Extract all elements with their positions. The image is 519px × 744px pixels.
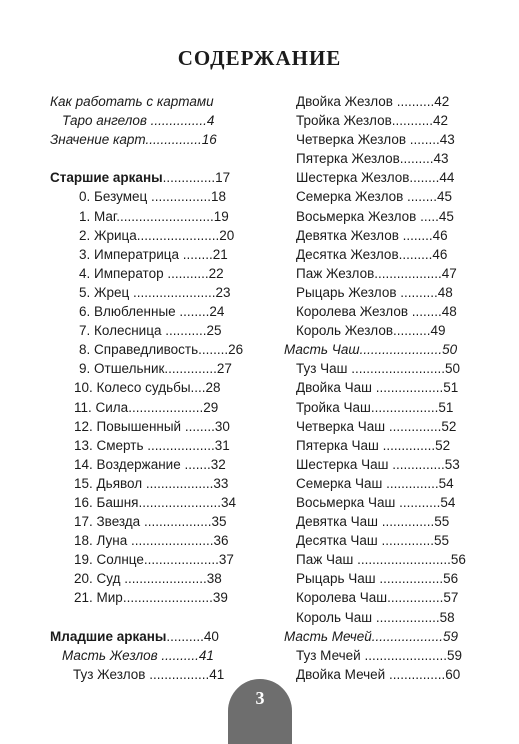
toc-entry-title: Младшие арканы [50, 628, 167, 644]
toc-entry [50, 359, 245, 378]
toc-entry-title: 14. Воздержание [74, 456, 185, 472]
toc-entry-title: Рыцарь Жезлов [296, 284, 401, 300]
toc-entry [50, 378, 245, 397]
toc-entry-page: ..................47 [374, 265, 457, 281]
toc-entry-title: 4. Император [79, 265, 168, 281]
toc-entry-title: Двойка Жезлов [296, 94, 397, 109]
toc-entry-title: 6. Влюбленные [79, 304, 180, 320]
toc-entry [50, 187, 245, 206]
toc-entry [284, 226, 468, 245]
toc-entry-page: ..........40 [166, 628, 219, 644]
toc-entry-title: Таро ангелов [62, 113, 151, 129]
toc-entry-title: Тройка Чаш [296, 399, 371, 415]
toc-entry [50, 531, 245, 550]
toc-entry-page: ..................33 [145, 475, 229, 491]
toc-entry-title: 21. Мир [74, 590, 123, 606]
toc-entry-title: 10. Колесо судьбы [74, 380, 191, 396]
toc-entry-page: ..............27 [164, 361, 232, 377]
toc-entry-title: 16. Башня [74, 494, 139, 510]
toc-entry-title: Двойка Мечей [296, 666, 389, 682]
toc-entry-page: ........21 [182, 246, 228, 262]
toc-entry [284, 111, 468, 130]
toc-entry-title: Король Жезлов [296, 323, 394, 339]
toc-entry-page: .........................50 [351, 361, 461, 377]
toc-entry-title: Десятка Чаш [296, 533, 382, 549]
toc-entry-page: ..........48 [400, 284, 453, 300]
toc-entry [284, 340, 468, 359]
toc-left-column [50, 92, 245, 684]
toc-entry [50, 455, 245, 474]
toc-entry-title: Двойка Чаш [296, 380, 376, 396]
toc-entry [50, 302, 245, 321]
toc-entry-title: 18. Луна [74, 533, 131, 549]
toc-spacer [50, 608, 245, 627]
toc-entry [284, 436, 468, 455]
toc-entry [284, 168, 468, 187]
toc-entry-title: 19. Солнце [74, 552, 144, 568]
toc-entry [284, 187, 468, 206]
toc-entry-title: 2. Жрица [79, 227, 137, 243]
toc-entry [284, 608, 468, 627]
toc-entry [284, 474, 468, 493]
toc-entry [284, 646, 468, 665]
toc-right-column [284, 92, 468, 684]
toc-entry-title: Старшие арканы [50, 170, 163, 186]
toc-entry-page: ........24 [179, 304, 225, 320]
toc-entry [50, 283, 245, 302]
toc-entry-page: ......................50 [359, 342, 458, 358]
toc-entry-page: ........45 [407, 189, 453, 205]
page-number-tab [228, 679, 292, 744]
page-title: СОДЕРЖАНИЕ [177, 46, 342, 70]
toc-entry-title: Тройка Жезлов [296, 113, 392, 129]
toc-entry-title: Шестерка Чаш [296, 456, 393, 472]
toc-entry [284, 359, 468, 378]
toc-entry [284, 588, 468, 607]
toc-entry [50, 264, 245, 283]
toc-entry-title: Десятка Жезлов [296, 246, 399, 262]
toc-entry-title: 1. Маг [79, 208, 117, 224]
toc-entry-title: Паж Чаш [296, 552, 358, 568]
toc-entry [284, 627, 468, 646]
toc-entry-page: .......32 [184, 456, 226, 472]
toc-entry-title: Королева Жезлов [296, 304, 412, 320]
toc-entry [50, 226, 245, 245]
toc-entry [284, 92, 468, 111]
toc-entry [50, 207, 245, 226]
toc-entry-page: .....45 [420, 208, 454, 224]
toc-entry [50, 398, 245, 417]
toc-entry [50, 569, 245, 588]
page-number: 3 [255, 688, 265, 708]
toc-entry-title: 7. Колесница [79, 323, 166, 339]
toc-entry-page: ....28 [190, 380, 221, 396]
toc-entry [50, 245, 245, 264]
toc-entry-page: ......................38 [124, 571, 222, 587]
toc-entry [50, 627, 245, 646]
toc-entry-title: 13. Смерть [74, 437, 148, 453]
toc-entry-title: Туз Мечей [296, 647, 365, 663]
toc-entry [50, 665, 245, 684]
toc-entry-title: Паж Жезлов [296, 265, 375, 281]
toc-entry [284, 493, 468, 512]
toc-entry [284, 321, 468, 340]
toc-entry-page: ..............55 [381, 533, 449, 549]
toc-entry-title: Пятерка Жезлов [296, 151, 400, 167]
toc-entry-page: ......................59 [364, 647, 463, 663]
toc-entry-page: ...............57 [387, 590, 459, 606]
toc-entry [284, 398, 468, 417]
toc-entry-title: Рыцарь Чаш [296, 571, 380, 587]
toc-entry-title: 11. Сила [74, 399, 129, 415]
toc-entry-title: Девятка Чаш [296, 514, 382, 530]
toc-entry-title: Как работать с картами [50, 94, 214, 109]
toc-entry-title: Восьмерка Жезлов [296, 208, 421, 224]
toc-entry [50, 130, 245, 149]
toc-entry [284, 665, 468, 684]
toc-entry-page: ...........25 [165, 323, 222, 339]
toc-entry-title: Король Чаш [296, 609, 376, 625]
toc-entry-title: Пятерка Чаш [296, 437, 383, 453]
toc-entry-page: ........................39 [122, 590, 228, 606]
toc-entry-page: ...........22 [167, 265, 224, 281]
toc-entry [284, 130, 468, 149]
toc-entry [284, 207, 468, 226]
toc-entry-page: ..........................19 [116, 208, 229, 224]
toc-entry-title: Масть Жезлов [62, 647, 162, 663]
toc-entry-page: .........43 [399, 151, 449, 167]
toc-entry-page: ..................31 [147, 437, 230, 453]
toc-entry-title: Масть Мечей [284, 628, 372, 644]
toc-entry [50, 512, 245, 531]
toc-entry-title: 17. Звезда [74, 514, 144, 530]
toc-entry [284, 550, 468, 569]
toc-entry-page: ..................35 [143, 514, 227, 530]
toc-entry-title: 9. Отшельник [79, 361, 165, 377]
toc-entry-title: Туз Жезлов [73, 666, 150, 682]
toc-entry [50, 588, 245, 607]
toc-entry [50, 436, 245, 455]
toc-entry [284, 283, 468, 302]
toc-entry-page: ...............60 [388, 666, 461, 682]
toc-entry [50, 417, 245, 436]
toc-entry [50, 550, 245, 569]
toc-entry-title: Семерка Чаш [296, 475, 387, 491]
toc-entry-page: ......................23 [132, 284, 231, 300]
toc-entry [284, 512, 468, 531]
toc-entry [50, 111, 245, 130]
toc-entry-page: ....................29 [128, 399, 219, 415]
toc-entry-page: ...................59 [371, 628, 459, 644]
toc-entry-title: Шестерка Жезлов [296, 170, 410, 186]
toc-entry-title: 5. Жрец [79, 284, 133, 300]
toc-entry-title: 0. Безумец [79, 189, 151, 205]
toc-entry [50, 493, 245, 512]
toc-entry-page: .........46 [398, 246, 448, 262]
toc-entry-page: ........44 [409, 170, 455, 186]
toc-entry [50, 340, 245, 359]
toc-entry-title: Четверка Чаш [296, 418, 389, 434]
toc-entry [284, 149, 468, 168]
toc-entry [50, 646, 245, 665]
toc-entry-page: ........26 [198, 342, 244, 358]
toc-entry [284, 302, 468, 321]
toc-spacer [50, 149, 245, 168]
toc-entry [50, 474, 245, 493]
toc-entry-title: Масть Чаш [284, 342, 360, 358]
toc-entry-page: ......................20 [136, 227, 235, 243]
toc-entry-title: 3. Императрица [79, 246, 183, 262]
toc-entry-page: ..................51 [375, 380, 459, 396]
toc-entry-title: Семерка Жезлов [296, 189, 408, 205]
toc-entry-title: Королева Чаш [296, 590, 388, 606]
toc-entry [284, 455, 468, 474]
toc-entry-page: ...........42 [391, 113, 449, 129]
toc-entry-page: ...........54 [399, 494, 456, 510]
toc-entry-title: Четверка Жезлов [296, 132, 410, 148]
toc-entry-page: ....................37 [143, 552, 234, 568]
toc-entry-title: 8. Справедливость [79, 342, 199, 358]
toc-entry [284, 264, 468, 283]
toc-entry-page: ..............17 [162, 170, 231, 186]
toc-entry-title: Значение карт [50, 132, 146, 148]
toc-entry-page: ........43 [409, 132, 455, 148]
toc-entry-page: ......................34 [138, 494, 237, 510]
toc-entry-page: ......................36 [131, 533, 229, 549]
toc-entry-page: .................56 [379, 571, 459, 587]
toc-entry [284, 531, 468, 550]
toc-entry-page: ...............16 [145, 132, 217, 148]
toc-entry-page: ........30 [184, 418, 230, 434]
toc-entry-page: ..........41 [161, 647, 214, 663]
toc-entry [50, 92, 245, 111]
toc-entry-title: 20. Суд [74, 571, 125, 587]
toc-entry-page: ...............4 [150, 113, 215, 129]
toc-entry-page: ........48 [411, 304, 457, 320]
toc-entry [284, 245, 468, 264]
toc-entry [284, 417, 468, 436]
toc-entry [50, 168, 245, 187]
toc-entry-title: Туз Чаш [296, 361, 352, 377]
toc-entry-page: ..............54 [386, 475, 454, 491]
toc-entry-page: ................41 [149, 666, 225, 682]
toc-entry-title: 15. Дьявол [74, 475, 146, 491]
toc-entry-page: ..............52 [388, 418, 457, 434]
toc-entry-page: ................18 [151, 189, 227, 205]
toc-entry-page: ..........49 [393, 323, 446, 339]
toc-entry-page: ........46 [402, 227, 448, 243]
toc-entry-page: ..................51 [370, 399, 454, 415]
toc-entry [284, 569, 468, 588]
toc-entry-page: .................58 [375, 609, 455, 625]
toc-entry-page: ..............53 [392, 456, 460, 472]
toc-entry-page: ..............52 [382, 437, 451, 453]
toc-entry-title: Девятка Жезлов [296, 227, 403, 243]
toc-entry [284, 378, 468, 397]
toc-entry-page: ..........42 [396, 94, 450, 109]
toc-entry-title: Восьмерка Чаш [296, 494, 400, 510]
toc-entry-page: ..............55 [381, 514, 450, 530]
toc-entry-title: 12. Повышенный [74, 418, 185, 434]
toc-entry-page: .........................56 [357, 552, 466, 568]
toc-entry [50, 321, 245, 340]
